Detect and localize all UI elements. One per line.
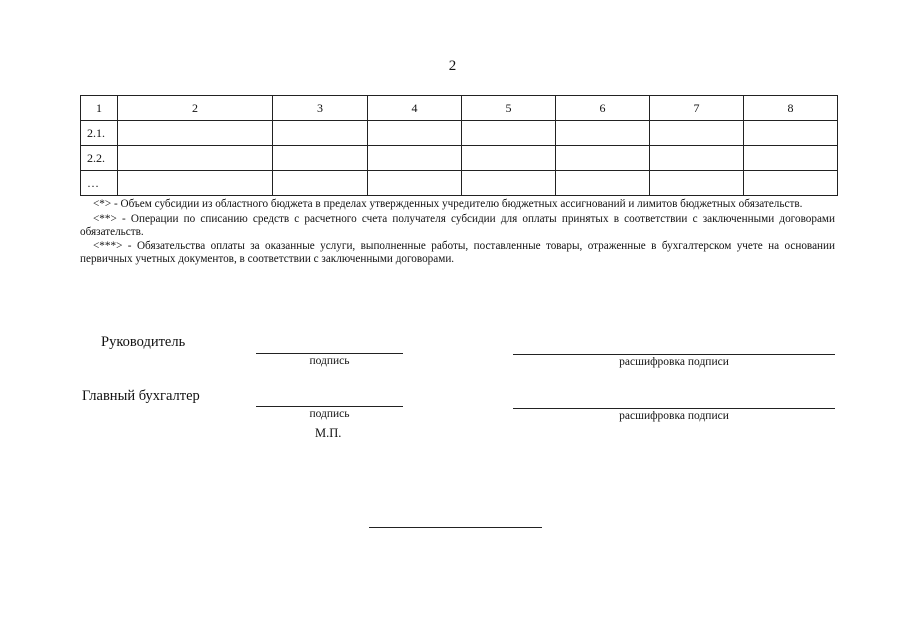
table-cell <box>744 171 838 196</box>
footnotes <box>80 198 835 268</box>
footnote: <*> - Объем субсидии из областного бюджета в пределах утвержденных учредителю бюджетных ассигнований и лимитов бюджетных обязательств. <box>93 198 803 210</box>
table-header-cell: 3 <box>273 96 368 121</box>
table-cell <box>556 121 650 146</box>
table-cell <box>368 146 462 171</box>
table-row <box>81 146 838 171</box>
table-cell <box>556 146 650 171</box>
table-header-cell: 7 <box>650 96 744 121</box>
table-cell <box>462 121 556 146</box>
table-cell: … <box>81 171 118 196</box>
chief-accountant-label: Главный бухгалтер <box>82 388 200 404</box>
budget-table <box>80 95 838 196</box>
table-cell: 2.2. <box>81 146 118 171</box>
table-cell <box>273 171 368 196</box>
footnote: <***> - Обязательства оплаты за оказанные услуги, выполненные работы, поставленные товары, отраженные в бухгалтерском учете на основании первичных учетных документов, в соответствии с заключенными договорами. <box>80 240 835 266</box>
stamp-placeholder: М.П. <box>315 426 342 440</box>
footnote: <**> - Операции по списанию средств с расчетного счета получателя субсидии для оплаты принятых в соответствии с заключенными договорами обязательств. <box>80 212 835 238</box>
bottom-divider-line <box>369 527 542 528</box>
table-header-cell: 5 <box>462 96 556 121</box>
table-header-cell: 4 <box>368 96 462 121</box>
director-decode-line <box>513 354 835 355</box>
table-cell <box>118 171 273 196</box>
table-cell <box>462 171 556 196</box>
chief-accountant-signature-line <box>256 406 403 407</box>
table-header-cell: 8 <box>744 96 838 121</box>
table-cell <box>744 146 838 171</box>
table-cell <box>368 171 462 196</box>
table-header-row <box>81 96 838 121</box>
director-label: Руководитель <box>101 334 186 350</box>
table-cell <box>650 146 744 171</box>
table-cell <box>744 121 838 146</box>
table-header-cell: 1 <box>81 96 118 121</box>
table-cell <box>650 121 744 146</box>
table-cell <box>118 121 273 146</box>
table-cell <box>273 121 368 146</box>
chief-accountant-decode-line <box>513 408 835 409</box>
director-signature-caption: подпись <box>309 355 350 367</box>
table-header-cell: 6 <box>556 96 650 121</box>
table-cell <box>118 146 273 171</box>
table-row <box>81 121 838 146</box>
table-cell <box>273 146 368 171</box>
table-cell <box>368 121 462 146</box>
table-row <box>81 171 838 196</box>
table-cell <box>462 146 556 171</box>
chief-accountant-signature-caption: подпись <box>309 408 350 420</box>
table-cell: 2.1. <box>81 121 118 146</box>
table-header-cell: 2 <box>118 96 273 121</box>
chief-accountant-decode-caption: расшифровка подписи <box>619 410 729 422</box>
page-number: 2 <box>448 58 457 74</box>
director-decode-caption: расшифровка подписи <box>619 356 729 368</box>
director-signature-line <box>256 353 403 354</box>
table-cell <box>556 171 650 196</box>
table-cell <box>650 171 744 196</box>
